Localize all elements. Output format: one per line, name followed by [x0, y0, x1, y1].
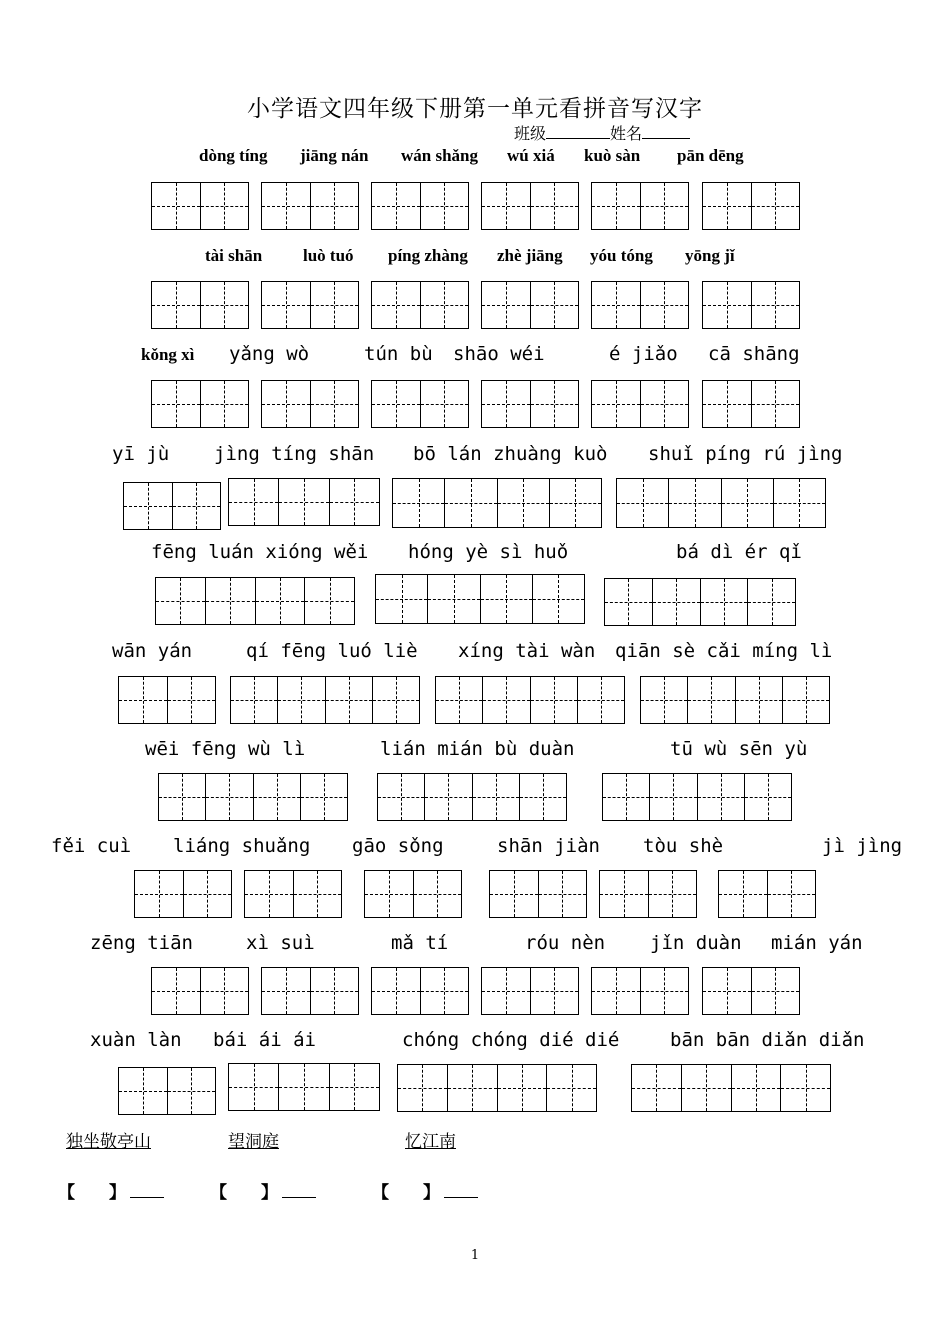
pinyin: jǐn duàn: [650, 932, 742, 954]
writing-box[interactable]: [244, 870, 342, 918]
pinyin: píng zhàng: [388, 246, 468, 265]
pinyin: yóu tóng: [590, 246, 653, 265]
writing-box[interactable]: [602, 773, 792, 821]
answer-slot[interactable]: [210, 1178, 316, 1203]
pinyin: shān jiàn: [497, 835, 600, 857]
writing-box[interactable]: [155, 577, 355, 625]
pinyin: xuàn làn: [90, 1029, 182, 1051]
pinyin: shāo wéi: [453, 343, 545, 365]
writing-box[interactable]: [640, 676, 830, 724]
writing-box[interactable]: [228, 478, 380, 526]
name-label: 姓名: [610, 124, 643, 143]
writing-box[interactable]: [591, 380, 689, 428]
writing-box[interactable]: [397, 1064, 597, 1112]
writing-box[interactable]: [481, 281, 579, 329]
writing-box[interactable]: [616, 478, 826, 528]
pinyin: yī jù: [112, 443, 170, 465]
writing-box[interactable]: [371, 380, 469, 428]
pinyin: bō lán zhuàng kuò: [413, 443, 608, 465]
page-number: 1: [470, 1248, 480, 1263]
pinyin: wān yán: [112, 640, 193, 662]
pinyin: luò tuó: [303, 246, 354, 265]
pinyin: liáng shuǎng: [173, 835, 311, 857]
pinyin: wán shǎng: [401, 146, 479, 165]
writing-box[interactable]: [134, 870, 232, 918]
writing-box[interactable]: [631, 1064, 831, 1112]
pinyin: pān dēng: [677, 146, 744, 165]
pinyin: yōng jǐ: [685, 246, 735, 265]
class-blank[interactable]: [546, 124, 610, 139]
writing-box[interactable]: [591, 182, 689, 230]
pinyin: zēng tiān: [90, 932, 193, 954]
writing-box[interactable]: [118, 1067, 216, 1115]
pinyin: mián yán: [771, 932, 863, 954]
pinyin: tài shān: [205, 246, 263, 265]
writing-box[interactable]: [702, 967, 800, 1015]
name-blank[interactable]: [642, 124, 690, 139]
pinyin: xíng tài wàn: [458, 640, 596, 662]
pinyin: cā shāng: [708, 343, 800, 365]
pinyin: gāo sǒng: [352, 835, 444, 857]
answer-slot[interactable]: [58, 1178, 164, 1203]
pinyin: wú xiá: [507, 146, 555, 165]
writing-box[interactable]: [151, 281, 249, 329]
writing-box[interactable]: [591, 281, 689, 329]
writing-box[interactable]: [151, 380, 249, 428]
pinyin: jìng tíng shān: [214, 443, 375, 465]
writing-box[interactable]: [371, 967, 469, 1015]
pinyin: róu nèn: [525, 932, 606, 954]
writing-box[interactable]: [151, 182, 249, 230]
pinyin: é jiǎo: [609, 343, 678, 365]
pinyin: fěi cuì: [51, 835, 132, 857]
pinyin: lián mián bù duàn: [380, 738, 575, 760]
writing-box[interactable]: [435, 676, 625, 724]
pinyin: kǒng xì: [141, 345, 195, 364]
class-name-line: [514, 121, 690, 144]
pinyin: tòu shè: [643, 835, 724, 857]
writing-box[interactable]: [718, 870, 816, 918]
writing-box[interactable]: [599, 870, 697, 918]
pinyin: yǎng wò: [229, 343, 310, 365]
writing-box[interactable]: [591, 967, 689, 1015]
writing-box[interactable]: [261, 967, 359, 1015]
answer-bracket: 【 】: [58, 1183, 126, 1203]
writing-box[interactable]: [261, 380, 359, 428]
poem-title: 独坐敬亭山: [66, 1132, 151, 1152]
writing-box[interactable]: [489, 870, 587, 918]
writing-box[interactable]: [481, 967, 579, 1015]
answer-bracket: 【 】: [372, 1183, 440, 1203]
writing-box[interactable]: [151, 967, 249, 1015]
pinyin: xì suì: [246, 932, 315, 954]
writing-box[interactable]: [375, 574, 585, 624]
pinyin: kuò sàn: [584, 146, 641, 165]
writing-box[interactable]: [702, 281, 800, 329]
pinyin: zhè jiāng: [497, 246, 563, 265]
writing-box[interactable]: [481, 182, 579, 230]
writing-box[interactable]: [158, 773, 348, 821]
writing-box[interactable]: [261, 182, 359, 230]
pinyin: wēi fēng wù lì: [145, 738, 306, 760]
writing-box[interactable]: [261, 281, 359, 329]
pinyin: shuǐ píng rú jìng: [648, 443, 843, 465]
pinyin: fēng luán xióng wěi: [151, 541, 369, 563]
pinyin: jì jìng: [822, 835, 903, 857]
pinyin: jiāng nán: [300, 146, 369, 165]
pinyin: chóng chóng dié dié: [402, 1029, 620, 1051]
pinyin: bān bān diǎn diǎn: [670, 1029, 865, 1051]
pinyin: qí fēng luó liè: [246, 640, 418, 662]
writing-box[interactable]: [364, 870, 462, 918]
pinyin: dòng tíng: [199, 146, 268, 165]
writing-box[interactable]: [604, 578, 796, 626]
answer-bracket: 【 】: [210, 1183, 278, 1203]
writing-box[interactable]: [230, 676, 420, 724]
poem-title: 望洞庭: [228, 1132, 279, 1152]
pinyin: bá dì ér qǐ: [676, 541, 802, 563]
page-title: 小学语文四年级下册第一单元看拼音写汉字: [247, 96, 703, 122]
poem-title: 忆江南: [405, 1132, 456, 1152]
pinyin: hóng yè sì huǒ: [408, 541, 569, 563]
writing-box[interactable]: [392, 478, 602, 528]
writing-box[interactable]: [481, 380, 579, 428]
writing-box[interactable]: [118, 676, 216, 724]
writing-box[interactable]: [702, 182, 800, 230]
class-label: 班级: [514, 124, 547, 143]
answer-slot[interactable]: [372, 1178, 478, 1203]
writing-box[interactable]: [377, 773, 567, 821]
writing-box[interactable]: [371, 182, 469, 230]
writing-box[interactable]: [228, 1063, 380, 1111]
writing-box[interactable]: [371, 281, 469, 329]
pinyin: bái ái ái: [213, 1029, 316, 1051]
pinyin: tún bù: [364, 343, 433, 365]
pinyin: tū wù sēn yù: [670, 738, 808, 760]
pinyin: mǎ tí: [391, 932, 449, 954]
pinyin: qiān sè cǎi míng lì: [615, 640, 833, 662]
writing-box[interactable]: [123, 482, 221, 530]
writing-box[interactable]: [702, 380, 800, 428]
